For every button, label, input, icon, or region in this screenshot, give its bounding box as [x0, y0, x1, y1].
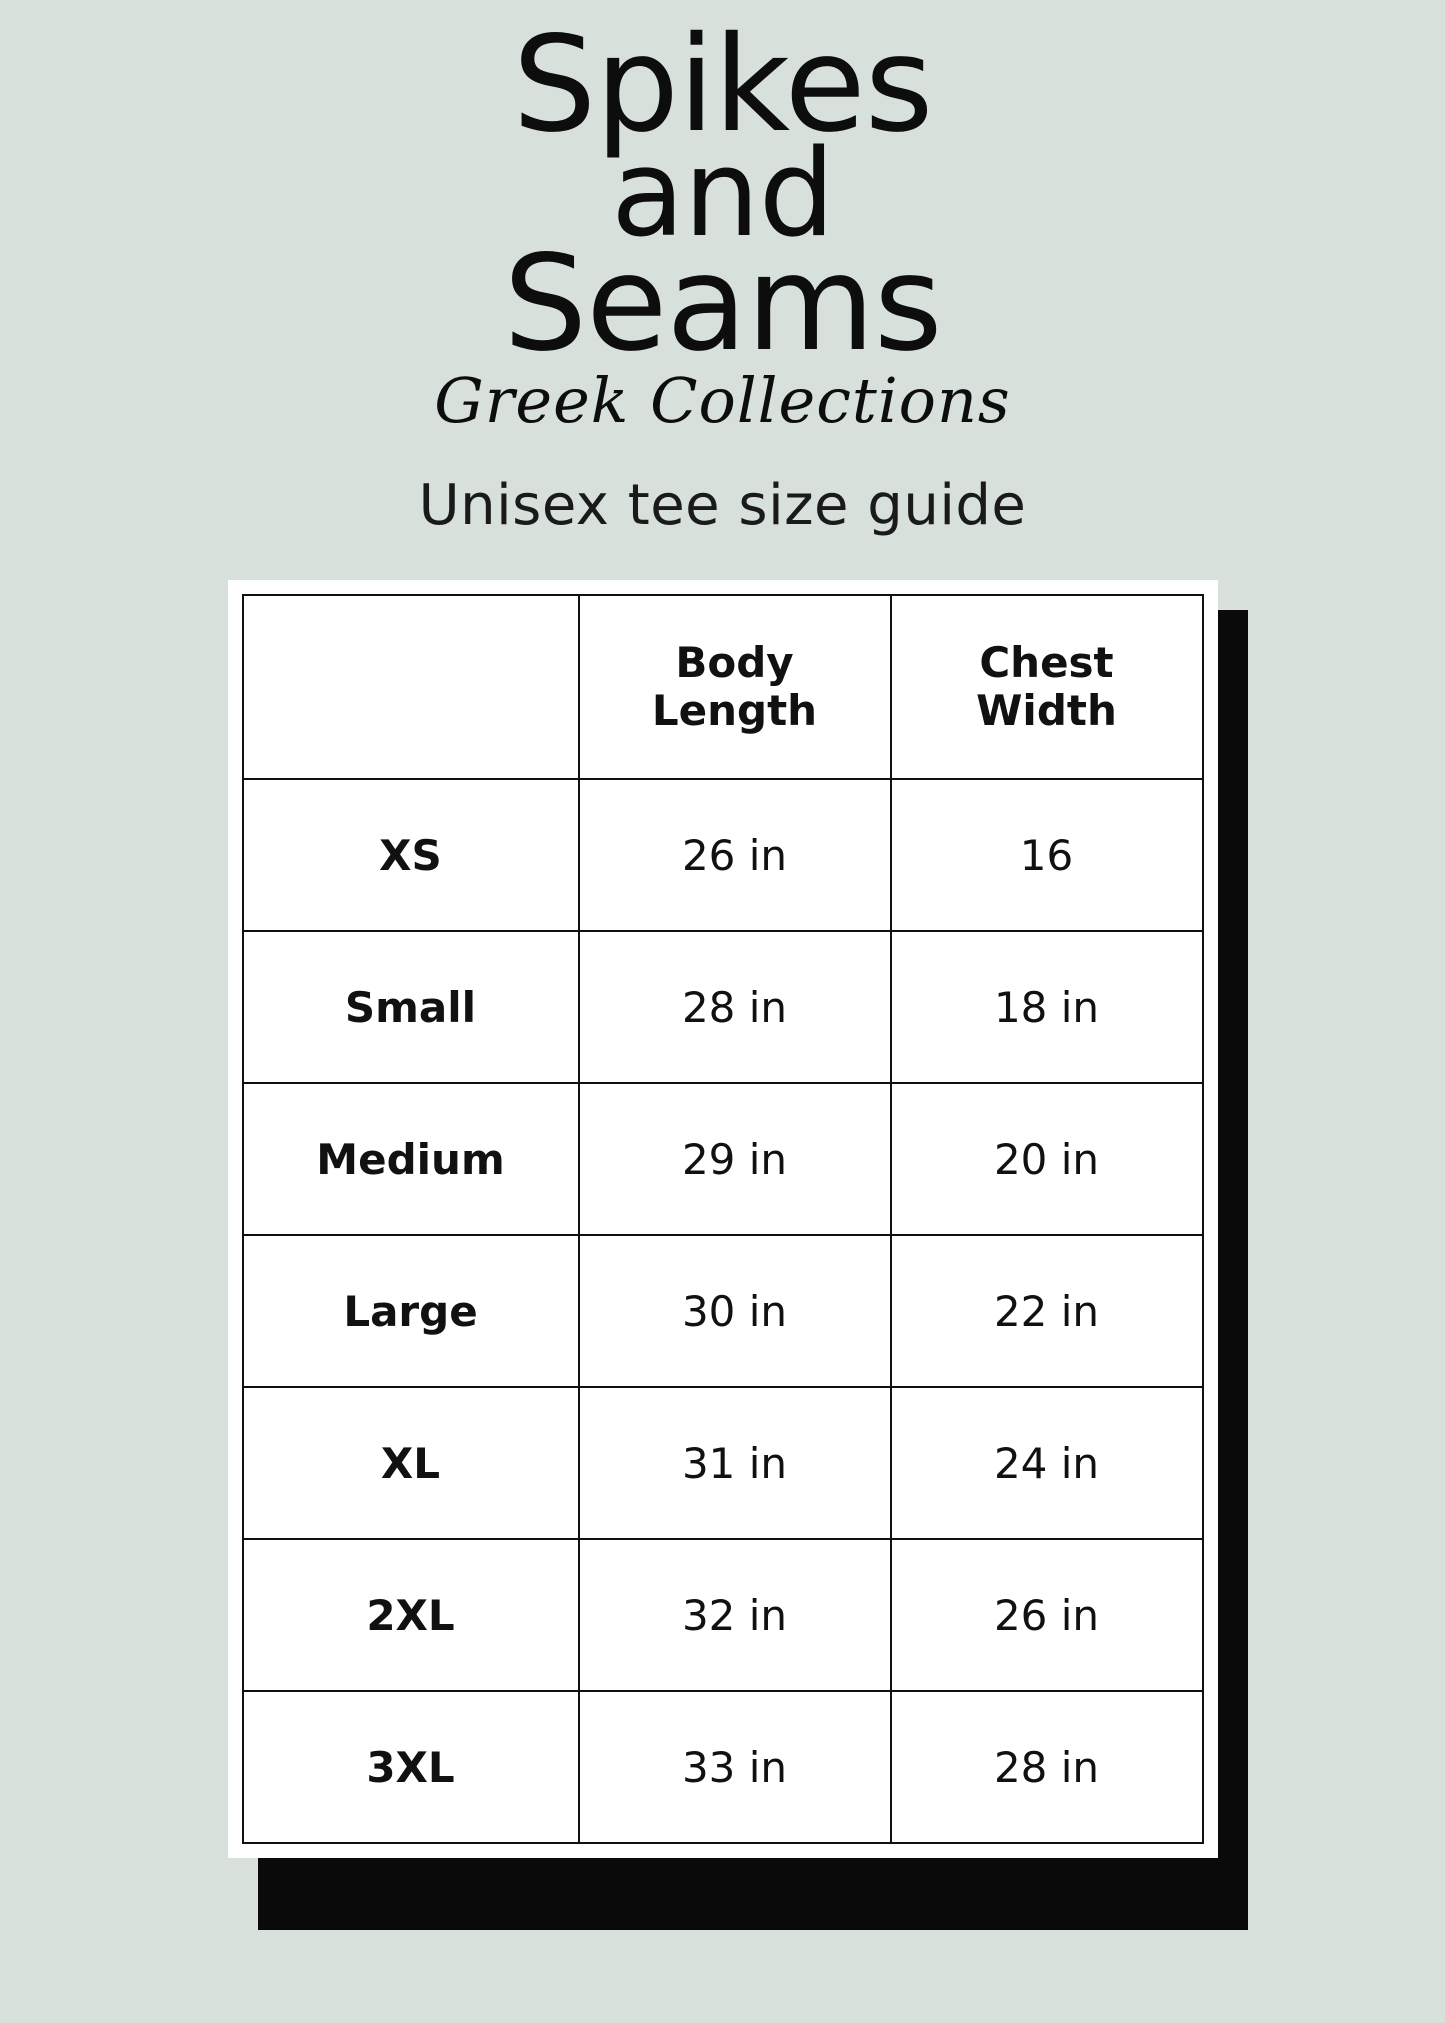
brand-logo [0, 0, 1445, 438]
cell-size: XS [243, 779, 579, 931]
header-chest-width-line2: Width [976, 686, 1117, 736]
cell-chest-width: 22 in [891, 1235, 1203, 1387]
table-row [243, 1691, 1203, 1843]
cell-chest-width: 26 in [891, 1539, 1203, 1691]
table-row [243, 1235, 1203, 1387]
cell-size: 2XL [243, 1539, 579, 1691]
header-chest-width [891, 595, 1203, 779]
brand-line-1: Spikes [512, 8, 933, 162]
cell-body-length: 26 in [579, 779, 891, 931]
cell-body-length: 29 in [579, 1083, 891, 1235]
table-row [243, 779, 1203, 931]
table-row [243, 931, 1203, 1083]
cell-chest-width: 28 in [891, 1691, 1203, 1843]
brand-tagline: Greek Collections [434, 364, 1011, 438]
table-row [243, 1083, 1203, 1235]
cell-chest-width: 16 [891, 779, 1203, 931]
cell-size: Medium [243, 1083, 579, 1235]
cell-body-length: 30 in [579, 1235, 891, 1387]
table-row [243, 1387, 1203, 1539]
cell-body-length: 32 in [579, 1539, 891, 1691]
page-title: Unisex tee size guide [418, 473, 1027, 539]
cell-chest-width: 24 in [891, 1387, 1203, 1539]
cell-body-length: 28 in [579, 931, 891, 1083]
header-corner [243, 595, 579, 779]
table-card [228, 580, 1218, 1858]
table-row [243, 1539, 1203, 1691]
cell-body-length: 33 in [579, 1691, 891, 1843]
cell-chest-width: 18 in [891, 931, 1203, 1083]
header-body-length-line1: Body [675, 637, 794, 687]
brand-line-3: Seams [503, 227, 942, 382]
cell-size: Small [243, 931, 579, 1083]
cell-chest-width: 20 in [891, 1083, 1203, 1235]
size-table [242, 594, 1204, 1844]
header-body-length [579, 595, 891, 779]
cell-size: Large [243, 1235, 579, 1387]
cell-body-length: 31 in [579, 1387, 891, 1539]
size-table-container [228, 580, 1218, 1858]
header-chest-width-line1: Chest [979, 637, 1114, 687]
brand-line-2: and [611, 124, 834, 264]
table-header-row [243, 595, 1203, 779]
cell-size: XL [243, 1387, 579, 1539]
header-body-length-line2: Length [651, 686, 818, 736]
cell-size: 3XL [243, 1691, 579, 1843]
